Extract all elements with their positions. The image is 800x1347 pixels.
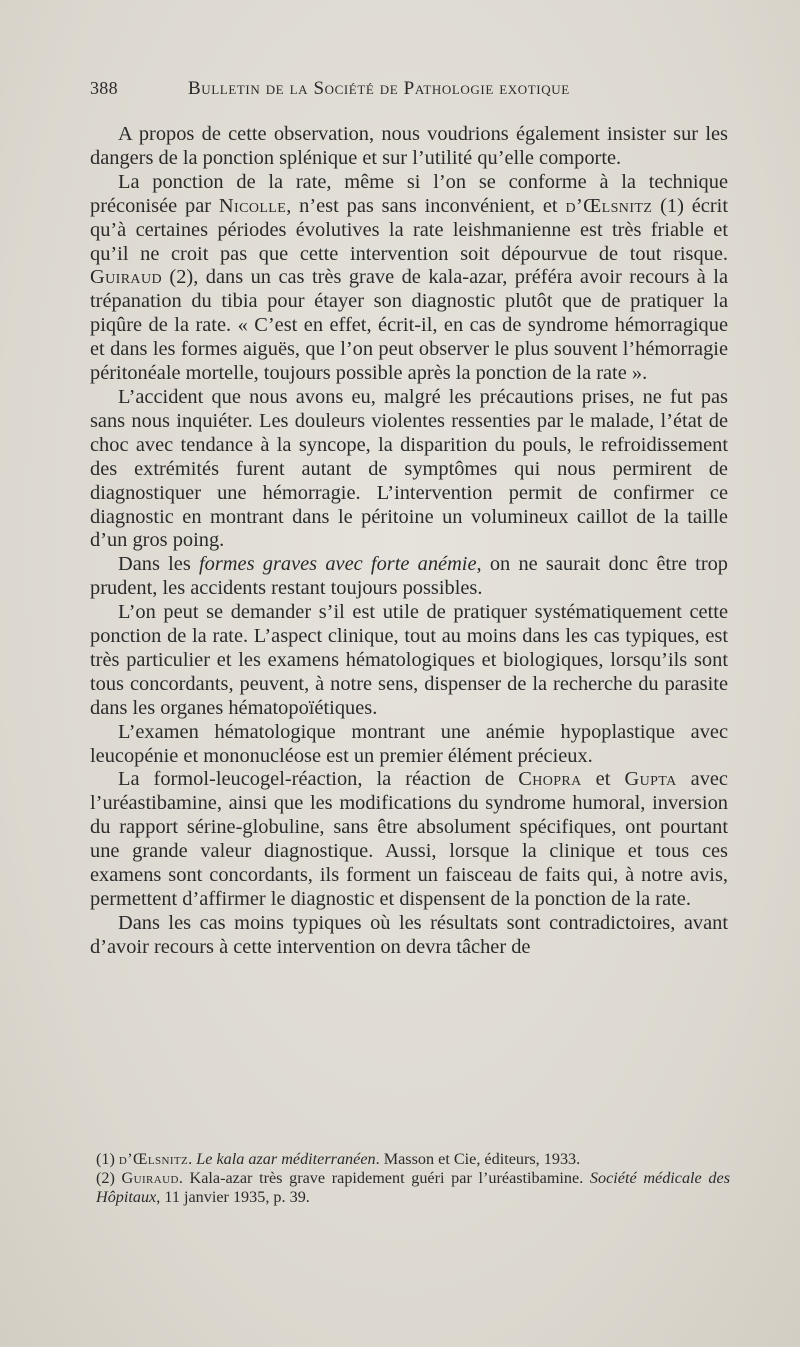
paragraph — [90, 912, 728, 960]
text-run: A propos de cette observation, nous voudrions également insister sur les dangers de la ponction splénique et sur l’utilité qu’elle comporte. — [90, 123, 728, 169]
text-run: Dans les cas moins typiques où les résultats sont contradictoires, avant d’avoir recours à cette intervention on devra tâcher de — [90, 911, 728, 958]
text-run: . — [188, 1150, 197, 1168]
author-name: Gupta — [624, 768, 677, 791]
text-run: Dans les — [118, 553, 200, 576]
italic-text: Le kala azar méditerranéen — [196, 1150, 376, 1168]
footnote — [90, 1150, 730, 1169]
paragraph — [90, 553, 728, 601]
running-header — [90, 78, 720, 104]
paragraph — [90, 721, 728, 769]
author-name: Guiraud — [90, 266, 162, 289]
text-run: La ponction de la rate, même si l’on se conforme à la technique préconisée par — [90, 170, 728, 217]
paragraph — [90, 601, 728, 721]
text-run: L’on peut se demander s’il est utile de pratiquer systématiquement cette ponction de la rate. L’aspect clinique, tout au moins dans les cas typiques, est très particulier et les examens hématologiques et biologiques, lorsqu’ils sont tous concordants, peuvent, à notre sens, dispenser de la recherche du parasite dans les organes hématopoïétiques. — [90, 601, 728, 719]
author-name: Nicolle — [218, 194, 287, 217]
author-name: d’Œlsnitz — [118, 1150, 189, 1168]
text-run: , on ne saurait donc être trop prudent, les accidents restant toujours possibles. — [90, 553, 728, 600]
text-run: (1) — [96, 1150, 119, 1168]
body-text — [90, 123, 728, 960]
text-run: . Kala-azar très grave rapidement guéri par l’uréastibamine. — [178, 1169, 590, 1187]
text-run: et — [581, 768, 625, 791]
italic-text: Société médicale des Hôpitaux — [96, 1169, 730, 1206]
footnotes — [90, 1150, 730, 1207]
author-name: Guiraud — [121, 1169, 179, 1187]
paragraph — [90, 123, 728, 171]
italic-text: formes graves avec forte anémie — [199, 553, 477, 576]
text-run: . Masson et Cie, éditeurs, 1933. — [375, 1150, 581, 1168]
text-run: L’examen hématologique montrant une anémie hypoplastique avec leucopénie et mononucléose est un premier élément précieux. — [90, 720, 728, 767]
running-title: Bulletin de la Société de Pathologie exotique — [188, 78, 570, 99]
text-run: , 11 janvier 1935, p. 39. — [156, 1188, 310, 1206]
paragraph — [90, 768, 728, 911]
text-run: La formol-leucogel-réaction, la réaction de — [118, 768, 519, 791]
page-number: 388 — [90, 78, 118, 98]
text-run: L’accident que nous avons eu, malgré les précautions prises, ne fut pas sans nous inquiéter. Les douleurs violentes ressenties par le malade, l’état de choc avec tendance à la syncope, la disparition du pouls, le refroidissement des extrémités furent autant de symptômes qui nous permirent de diagnostiquer une hémorragie. L’intervention permit de confirmer ce diagnostic en montrant dans le péritoine un volumineux caillot de la taille d’un gros poing. — [90, 385, 728, 552]
text-run: (2), dans un cas très grave de kala-azar, préféra avoir recours à la trépanation du tibia pour étayer son diagnostic plutôt que de pratiquer la piqûre de la rate. « C’est en effet, écrit-il, en cas de syndrome hémorragique et dans les formes aiguës, que l’on peut observer le plus souvent l’hémorragie péritonéale mortelle, toujours possible après la ponction de la rate ». — [90, 266, 728, 385]
paragraph — [90, 386, 728, 553]
author-name: d’Œlsnitz — [565, 194, 653, 217]
text-run: (1) écrit qu’à certaines périodes évolutives la rate leishmanienne est très friable et qu’il ne croit pas que cette intervention soit dépourvue de tout risque. — [90, 194, 728, 265]
footnote — [90, 1169, 730, 1207]
author-name: Chopra — [518, 768, 582, 791]
text-run: avec l’uréastibamine, ainsi que les modifications du syndrome humoral, inversion du rapport sérine-globuline, sans être absolument spécifiques, ont pourtant une grande valeur diagnostique. Aussi, lorsque la clinique et tous ces examens sont concordants, ils forment un faisceau de faits qui, à notre avis, permettent d’affirmer le diagnostic et dispensent de la ponction de la rate. — [90, 768, 728, 910]
text-run: (2) — [96, 1169, 122, 1187]
paragraph — [90, 171, 728, 386]
text-run: , n’est pas sans inconvénient, et — [286, 194, 566, 217]
